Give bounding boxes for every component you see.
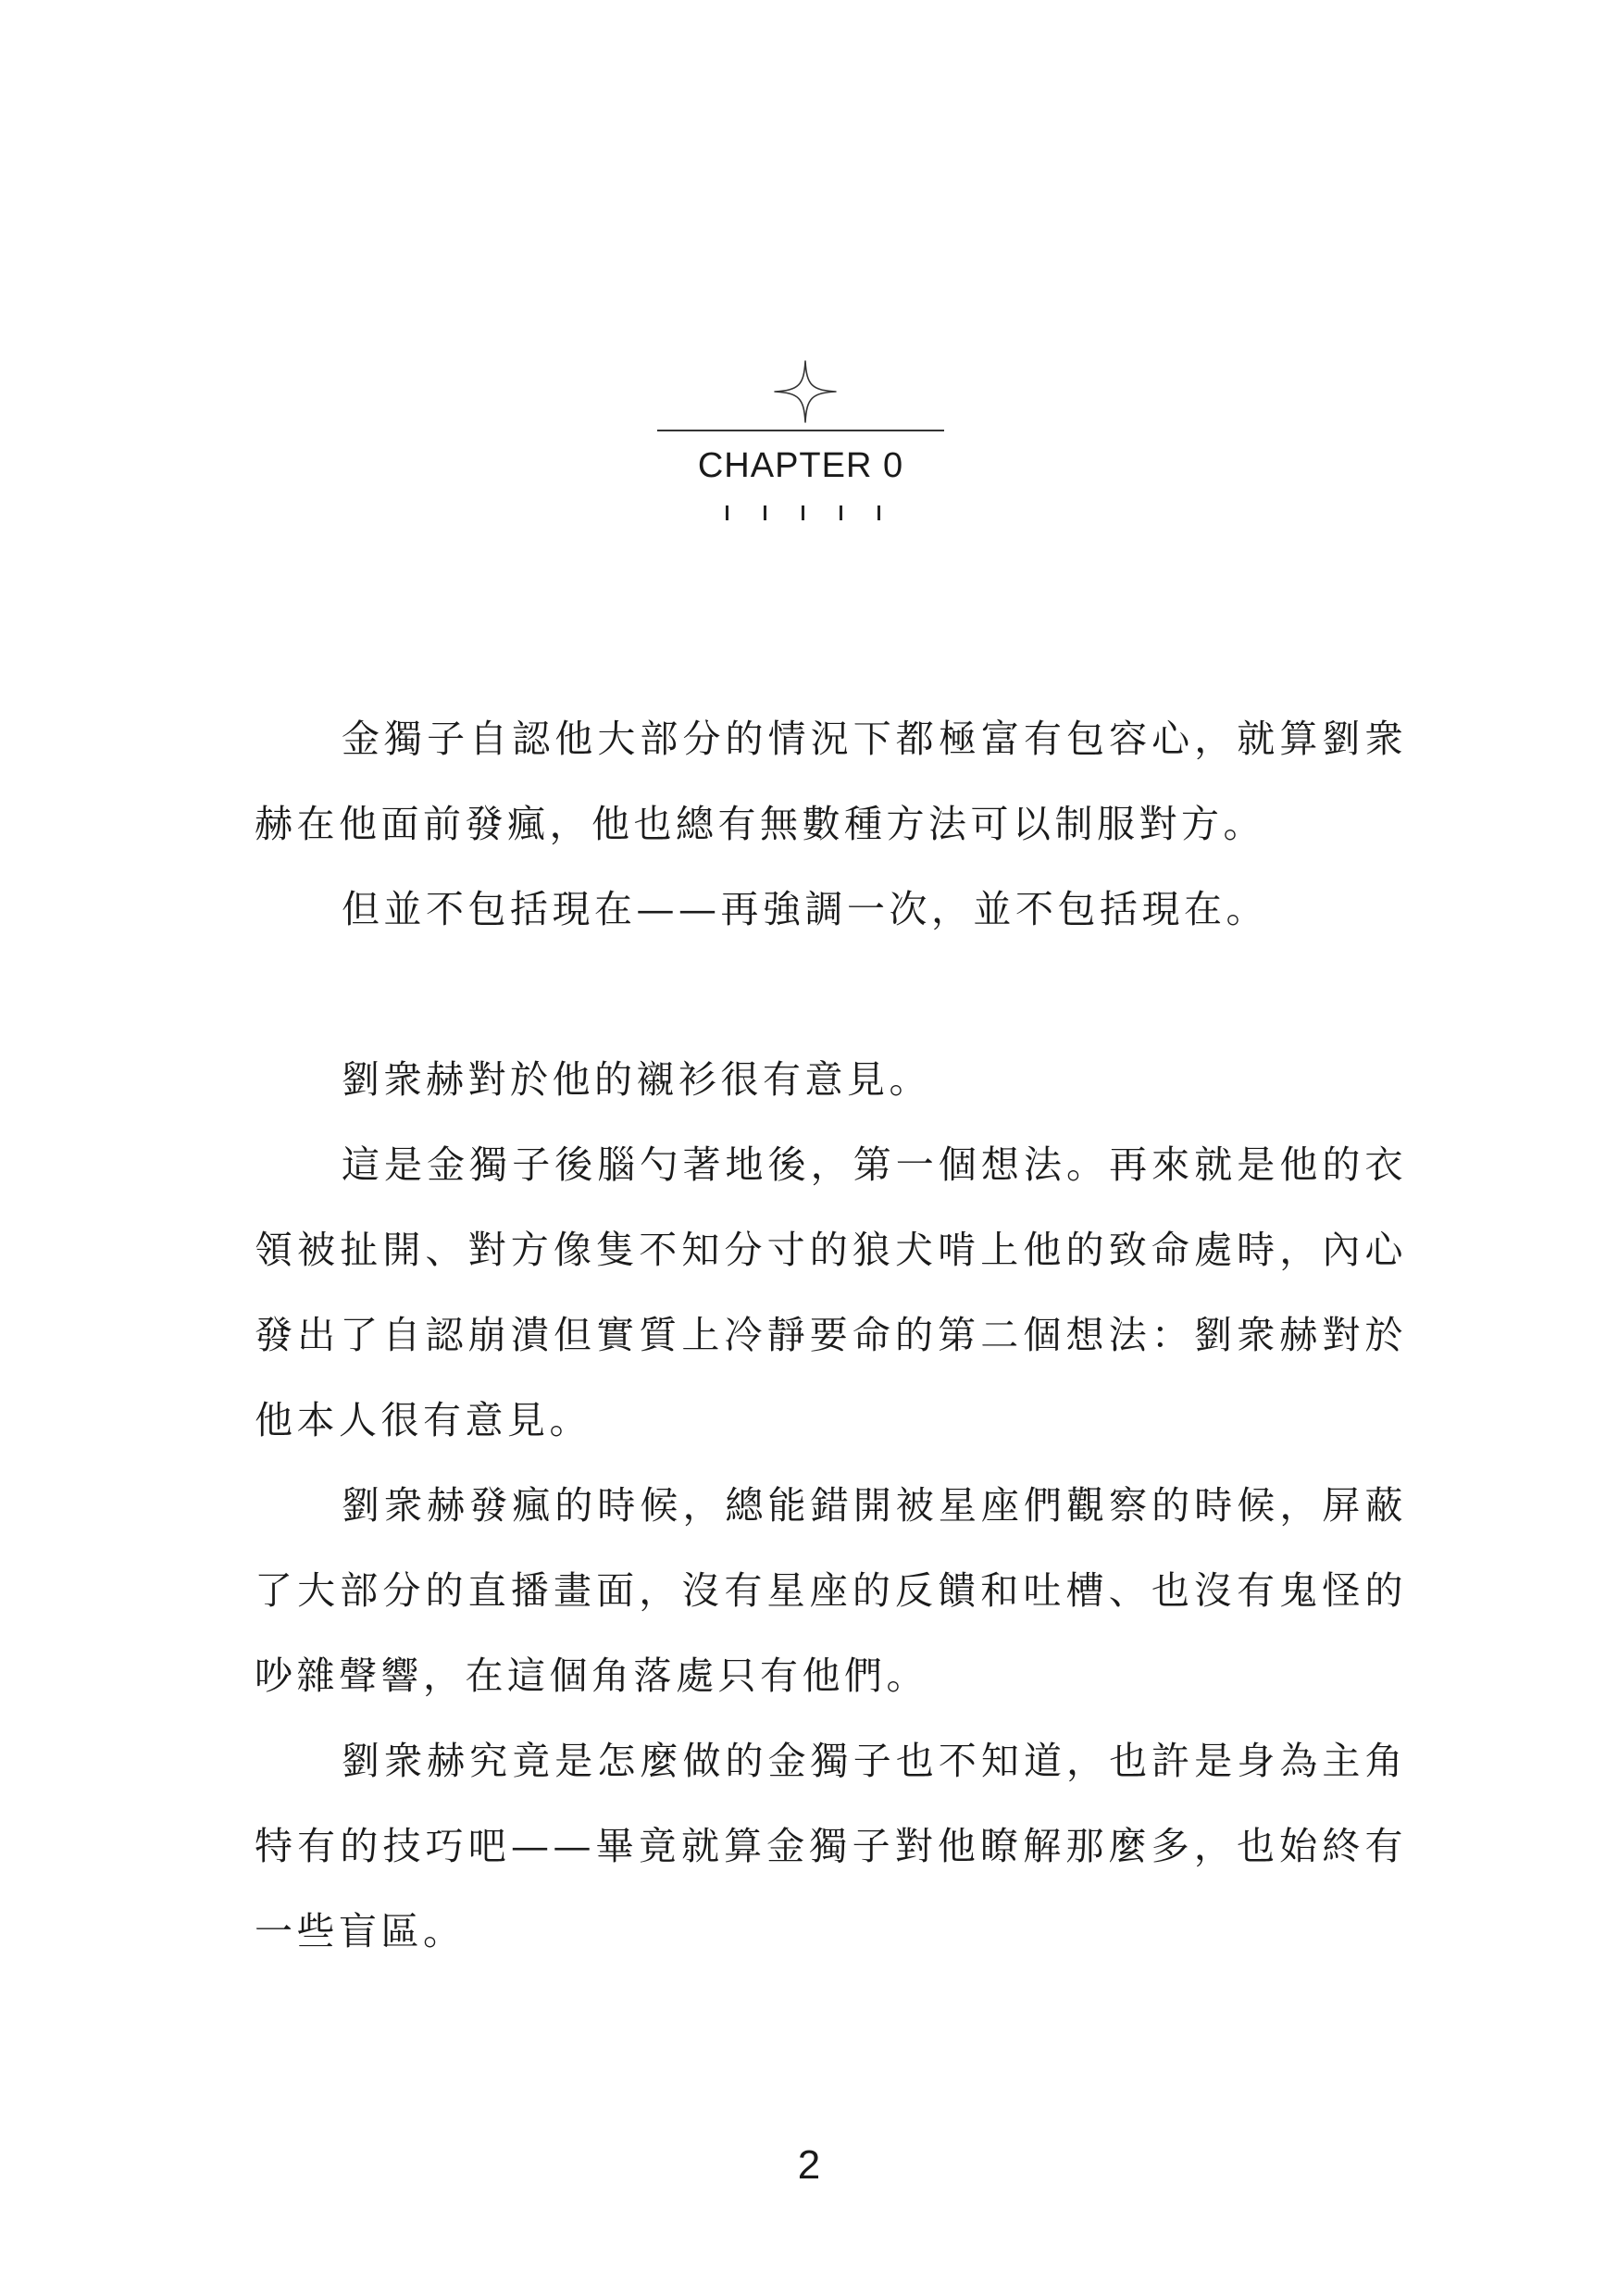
page-number: 2 [797,2142,821,2188]
paragraph: 但並不包括現在——再強調一次，並不包括現在。 [342,887,1268,931]
chapter-body [255,696,1407,1974]
sparkle-star-icon [773,359,838,424]
chapter-title: CHAPTER 0 [697,446,904,485]
paragraph: 金獨子自認他大部分的情況下都極富有包容心，就算劉衆赫在他面前發瘋，他也總有無數種方法可以制服對方。 [255,717,1407,846]
scene-break [255,952,1407,1037]
chapter-divider-line [657,430,944,431]
paragraph: 劉衆赫究竟是怎麼做的金獨子也不知道，也許是身為主角特有的技巧吧——畢竟就算金獨子對他瞭解那麼多，也始終有一些盲區。 [255,1739,1407,1953]
paragraph: 劉衆赫對於他的襯衫很有意見。 [342,1057,931,1102]
paragraph: 劉衆赫發瘋的時候，總能錯開被星座們觀察的時候，屏蔽了大部分的直播畫面，沒有星座的反饋和吐槽、也沒有鬼怪的吵雜聲響，在這個角落處只有他們。 [255,1483,1407,1698]
chapter-tick-marks [722,505,889,520]
paragraph: 這是金獨子後腦勺著地後，第一個想法。再來就是他的衣領被扯開、對方像隻不知分寸的狼犬啃上他的致命處時，內心發出了自認崩潰但實質上冷靜要命的第二個想法：劉衆赫對於他本人很有意見。 [255,1142,1407,1442]
